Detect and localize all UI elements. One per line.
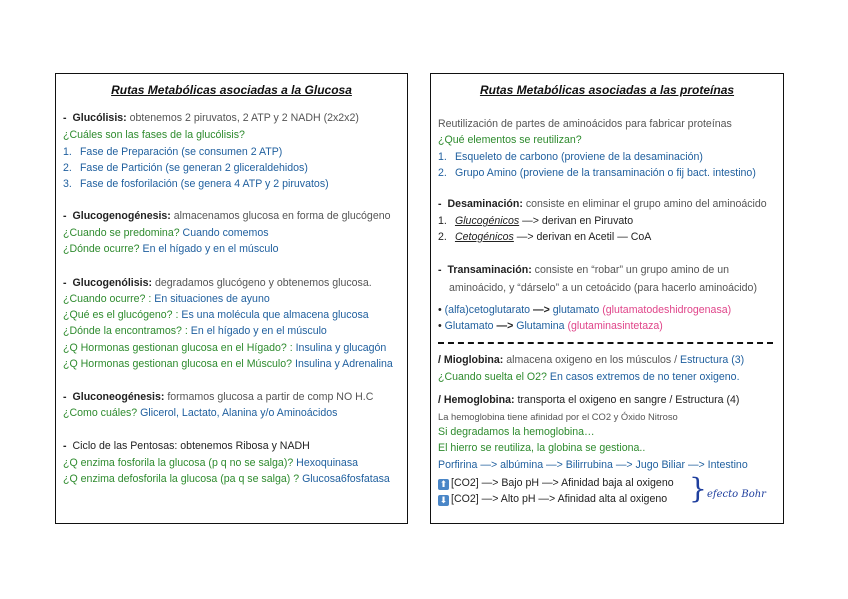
mioglobina-line: / Mioglobina: almacena oxigeno en los músculos / Estructura (3) <box>438 354 745 366</box>
qa-line: ¿Cuando ocurre? : En situaciones de ayuno <box>63 293 270 305</box>
qa-line: ¿Cuando suelta el O2? En casos extremos de no tener oxigeno. <box>438 371 740 383</box>
transaminacion-line: - Transaminación: consiste en “robar” un grupo amino de un <box>438 264 729 276</box>
hemoglobina-note: La hemoglobina tiene afinidad por el CO2 y Óxido Nitroso <box>438 411 678 422</box>
gluconeogenesis-line: - Gluconeogénesis: formamos glucosa a partir de comp NO H.C <box>63 391 374 403</box>
qa-line: ¿Cuando se predomina? Cuando comemos <box>63 227 269 239</box>
glucolisis-line: - Glucólisis: obtenemos 2 piruvatos, 2 ATP y 2 NADH (2x2x2) <box>63 112 359 124</box>
qa-line: ¿Q enzima defosforila la glucosa (pa q se salga) ? Glucosa6fosfatasa <box>63 473 390 485</box>
pentosas-line: - Ciclo de las Pentosas: obtenemos Ribosa y NADH <box>63 440 310 452</box>
card-title: Rutas Metabólicas asociadas a las proteínas <box>479 83 735 97</box>
qa-line: ¿Qué es el glucógeno? : Es una molécula que almacena glucosa <box>63 309 369 321</box>
hemoglobina-line: / Hemoglobina: transporta el oxigeno en sangre / Estructura (4) <box>438 394 740 406</box>
glucolisis-question: ¿Cuáles son las fases de la glucólisis? <box>63 129 245 141</box>
down-arrow-icon: ⬇ <box>439 495 448 505</box>
protein-card <box>430 73 784 524</box>
handwritten-note: efecto Bohr <box>707 489 766 500</box>
qa-line: ¿Q enzima fosforila la glucosa (p q no se salga)? Hexoquinasa <box>63 457 359 469</box>
glucogenogenesis-line: - Glucogenogénesis: almacenamos glucosa en forma de glucógeno <box>63 210 391 222</box>
intro-text: Reutilización de partes de aminoácidos para fabricar proteínas <box>438 118 732 130</box>
phase-item: 3. Fase de fosforilación (se genera 4 ATP y 2 piruvatos) <box>63 178 329 190</box>
qa-line: ¿Dónde ocurre? En el hígado y en el músculo <box>63 243 279 255</box>
reuse-item: 1. Esqueleto de carbono (proviene de la desaminación) <box>438 151 703 163</box>
reuse-item: 2. Grupo Amino (proviene de la transaminación o fij bact. intestino) <box>438 167 756 179</box>
transaminacion-line-2: aminoácido, y “dárselo” a un cetoácido (para hacerlo aminoácido) <box>449 282 757 294</box>
phase-item: 2. Fase de Partición (se generan 2 gliceraldehidos) <box>63 162 308 174</box>
qa-line: ¿Q Hormonas gestionan glucosa en el Músculo? Insulina y Adrenalina <box>63 358 393 370</box>
reaction-line: • (alfa)cetoglutarato —> glutamato (glutamatodeshidrogenasa) <box>438 304 732 316</box>
desaminacion-item: 2. Cetogénicos —> derivan en Acetil — CoA <box>438 231 652 243</box>
desaminacion-line: - Desaminación: consiste en eliminar el grupo amino del aminoácido <box>438 198 767 210</box>
desaminacion-item: 1. Glucogénicos —> derivan en Piruvato <box>438 215 634 227</box>
hemoglobina-line: El hierro se reutiliza, la globina se gestiona.. <box>438 442 646 454</box>
bohr-line-down: ⬇ [CO2] —> Alto pH —> Afinidad alta al oxigeno <box>439 493 668 505</box>
card-title: Rutas Metabólicas asociadas a la Glucosa <box>111 83 352 97</box>
brace-icon: } <box>689 472 707 505</box>
degradation-chain: Porfirina —> albúmina —> Bilirrubina —> Jugo Biliar —> Intestino <box>438 459 748 471</box>
bohr-line-up: ⬆ [CO2] —> Bajo pH —> Afinidad baja al oxigeno <box>439 477 674 489</box>
phase-item: 1. Fase de Preparación (se consumen 2 ATP) <box>63 146 283 158</box>
up-arrow-icon: ⬆ <box>439 479 448 489</box>
reuse-question: ¿Qué elementos se reutilizan? <box>438 134 582 146</box>
qa-line: ¿Q Hormonas gestionan glucosa en el Hígado? : Insulina y glucagón <box>63 342 387 354</box>
qa-line: ¿Dónde la encontramos? : En el hígado y en el músculo <box>63 325 327 337</box>
divider <box>438 342 773 344</box>
hemoglobina-line: Si degradamos la hemoglobina… <box>438 426 595 438</box>
reaction-line: • Glutamato —> Glutamina (glutaminasintetaza) <box>438 320 663 332</box>
glucose-card <box>55 73 408 524</box>
qa-line: ¿Como cuáles? Glicerol, Lactato, Alanina y/o Aminoácidos <box>63 407 338 419</box>
glucogenolisis-line: - Glucogenólisis: degradamos glucógeno y obtenemos glucosa. <box>63 277 372 289</box>
